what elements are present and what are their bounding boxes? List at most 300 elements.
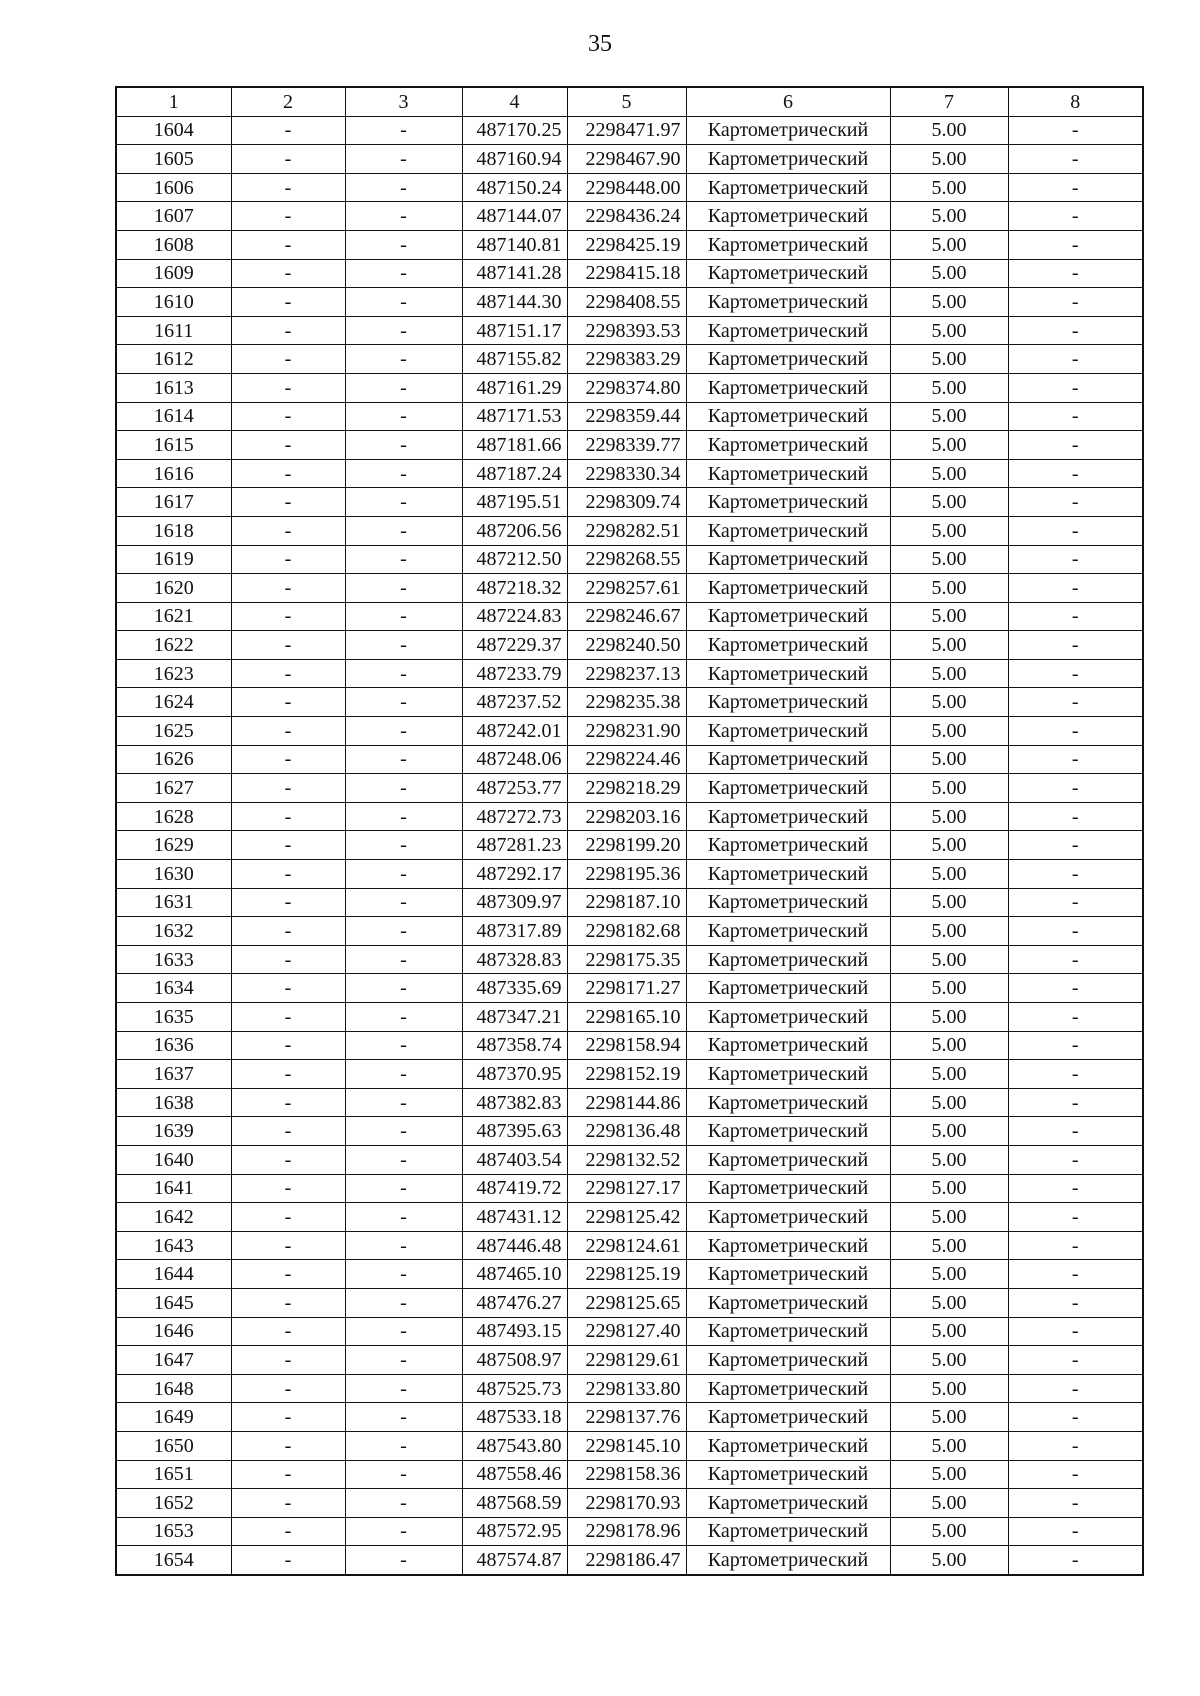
table-cell-col-3: - <box>345 1174 462 1203</box>
table-cell-col-3: - <box>345 888 462 917</box>
table-cell-col-4: 487224.83 <box>462 602 567 631</box>
table-cell-col-1: 1645 <box>116 1288 231 1317</box>
table-cell-col-8: - <box>1008 802 1143 831</box>
table-cell-col-4: 487161.29 <box>462 373 567 402</box>
table-cell-col-6: Картометрический <box>686 459 890 488</box>
table-cell-col-3: - <box>345 659 462 688</box>
table-cell-col-7: 5.00 <box>890 1346 1008 1375</box>
table-cell-col-1: 1618 <box>116 516 231 545</box>
table-cell-col-5: 2298145.10 <box>567 1431 686 1460</box>
table-cell-col-7: 5.00 <box>890 745 1008 774</box>
table-cell-col-4: 487558.46 <box>462 1460 567 1489</box>
table-cell-col-8: - <box>1008 1517 1143 1546</box>
table-row <box>116 974 1143 1003</box>
table-row <box>116 173 1143 202</box>
table-cell-col-7: 5.00 <box>890 431 1008 460</box>
table-cell-col-3: - <box>345 1489 462 1518</box>
table-cell-col-2: - <box>231 431 345 460</box>
table-cell-col-4: 487233.79 <box>462 659 567 688</box>
table-cell-col-5: 2298246.67 <box>567 602 686 631</box>
table-cell-col-1: 1616 <box>116 459 231 488</box>
table-cell-col-1: 1612 <box>116 345 231 374</box>
table-cell-col-2: - <box>231 1288 345 1317</box>
table-cell-col-7: 5.00 <box>890 1203 1008 1232</box>
column-header-6: 6 <box>686 87 890 116</box>
table-cell-col-2: - <box>231 345 345 374</box>
table-cell-col-6: Картометрический <box>686 1403 890 1432</box>
table-cell-col-5: 2298136.48 <box>567 1117 686 1146</box>
table-row <box>116 717 1143 746</box>
table-cell-col-8: - <box>1008 631 1143 660</box>
table-cell-col-7: 5.00 <box>890 516 1008 545</box>
table-cell-col-1: 1614 <box>116 402 231 431</box>
table-cell-col-1: 1609 <box>116 259 231 288</box>
table-row <box>116 574 1143 603</box>
table-cell-col-6: Картометрический <box>686 1374 890 1403</box>
table-cell-col-4: 487574.87 <box>462 1546 567 1575</box>
table-cell-col-8: - <box>1008 230 1143 259</box>
table-cell-col-3: - <box>345 1031 462 1060</box>
table-cell-col-3: - <box>345 1517 462 1546</box>
table-cell-col-6: Картометрический <box>686 259 890 288</box>
table-cell-col-3: - <box>345 945 462 974</box>
table-cell-col-4: 487328.83 <box>462 945 567 974</box>
table-cell-col-7: 5.00 <box>890 974 1008 1003</box>
table-cell-col-8: - <box>1008 145 1143 174</box>
table-cell-col-7: 5.00 <box>890 659 1008 688</box>
header-row <box>116 87 1143 116</box>
table-row <box>116 373 1143 402</box>
table-cell-col-3: - <box>345 774 462 803</box>
table-cell-col-4: 487171.53 <box>462 402 567 431</box>
table-cell-col-6: Картометрический <box>686 1231 890 1260</box>
table-cell-col-5: 2298170.93 <box>567 1489 686 1518</box>
table-cell-col-7: 5.00 <box>890 1403 1008 1432</box>
table-cell-col-3: - <box>345 1546 462 1575</box>
table-cell-col-6: Картометрический <box>686 1003 890 1032</box>
table-row <box>116 402 1143 431</box>
table-cell-col-8: - <box>1008 860 1143 889</box>
table-cell-col-2: - <box>231 1174 345 1203</box>
table-cell-col-3: - <box>345 1088 462 1117</box>
table-cell-col-4: 487292.17 <box>462 860 567 889</box>
table-cell-col-6: Картометрический <box>686 659 890 688</box>
table-row <box>116 345 1143 374</box>
table-cell-col-8: - <box>1008 431 1143 460</box>
table-cell-col-5: 2298393.53 <box>567 316 686 345</box>
table-cell-col-8: - <box>1008 1546 1143 1575</box>
table-cell-col-8: - <box>1008 1489 1143 1518</box>
table-cell-col-8: - <box>1008 1260 1143 1289</box>
table-cell-col-8: - <box>1008 602 1143 631</box>
table-cell-col-4: 487144.07 <box>462 202 567 231</box>
table-cell-col-2: - <box>231 688 345 717</box>
table-cell-col-3: - <box>345 1260 462 1289</box>
table-cell-col-4: 487195.51 <box>462 488 567 517</box>
table-cell-col-8: - <box>1008 745 1143 774</box>
table-cell-col-4: 487382.83 <box>462 1088 567 1117</box>
table-cell-col-4: 487370.95 <box>462 1060 567 1089</box>
table-cell-col-3: - <box>345 316 462 345</box>
table-row <box>116 1203 1143 1232</box>
table-cell-col-1: 1632 <box>116 917 231 946</box>
table-cell-col-1: 1606 <box>116 173 231 202</box>
table-cell-col-7: 5.00 <box>890 1288 1008 1317</box>
table-row <box>116 1145 1143 1174</box>
table-cell-col-5: 2298237.13 <box>567 659 686 688</box>
table-row <box>116 288 1143 317</box>
table-row <box>116 116 1143 145</box>
table-cell-col-7: 5.00 <box>890 917 1008 946</box>
table-cell-col-1: 1634 <box>116 974 231 1003</box>
table-cell-col-2: - <box>231 659 345 688</box>
column-header-5: 5 <box>567 87 686 116</box>
table-cell-col-2: - <box>231 202 345 231</box>
table-cell-col-2: - <box>231 545 345 574</box>
table-cell-col-5: 2298127.17 <box>567 1174 686 1203</box>
page-number: 35 <box>588 31 612 57</box>
table-cell-col-3: - <box>345 745 462 774</box>
table-row <box>116 1460 1143 1489</box>
column-header-7: 7 <box>890 87 1008 116</box>
table-cell-col-2: - <box>231 1260 345 1289</box>
table-cell-col-8: - <box>1008 574 1143 603</box>
table-cell-col-2: - <box>231 230 345 259</box>
table-cell-col-6: Картометрический <box>686 974 890 1003</box>
table-cell-col-2: - <box>231 831 345 860</box>
table-cell-col-5: 2298383.29 <box>567 345 686 374</box>
table-cell-col-1: 1635 <box>116 1003 231 1032</box>
table-cell-col-1: 1608 <box>116 230 231 259</box>
table-cell-col-8: - <box>1008 288 1143 317</box>
table-cell-col-6: Картометрический <box>686 1288 890 1317</box>
table-cell-col-6: Картометрический <box>686 202 890 231</box>
table-row <box>116 1489 1143 1518</box>
table-cell-col-5: 2298186.47 <box>567 1546 686 1575</box>
table-cell-col-1: 1648 <box>116 1374 231 1403</box>
table-cell-col-7: 5.00 <box>890 173 1008 202</box>
table-cell-col-6: Картометрический <box>686 345 890 374</box>
table-cell-col-2: - <box>231 1403 345 1432</box>
table-row <box>116 1403 1143 1432</box>
table-cell-col-5: 2298257.61 <box>567 574 686 603</box>
table-cell-col-5: 2298178.96 <box>567 1517 686 1546</box>
table-cell-col-3: - <box>345 373 462 402</box>
table-row <box>116 1517 1143 1546</box>
table-cell-col-5: 2298425.19 <box>567 230 686 259</box>
table-cell-col-3: - <box>345 459 462 488</box>
table-cell-col-7: 5.00 <box>890 116 1008 145</box>
table-cell-col-7: 5.00 <box>890 1546 1008 1575</box>
table-row <box>116 602 1143 631</box>
table-cell-col-8: - <box>1008 373 1143 402</box>
table-row <box>116 1288 1143 1317</box>
table-cell-col-1: 1611 <box>116 316 231 345</box>
table-cell-col-8: - <box>1008 717 1143 746</box>
table-cell-col-4: 487335.69 <box>462 974 567 1003</box>
table-cell-col-7: 5.00 <box>890 1031 1008 1060</box>
table-cell-col-2: - <box>231 259 345 288</box>
table-row <box>116 1231 1143 1260</box>
table-cell-col-5: 2298268.55 <box>567 545 686 574</box>
table-row <box>116 459 1143 488</box>
table-cell-col-5: 2298129.61 <box>567 1346 686 1375</box>
table-cell-col-5: 2298374.80 <box>567 373 686 402</box>
table-cell-col-3: - <box>345 802 462 831</box>
table-cell-col-7: 5.00 <box>890 860 1008 889</box>
table-cell-col-5: 2298199.20 <box>567 831 686 860</box>
table-cell-col-2: - <box>231 602 345 631</box>
table-cell-col-7: 5.00 <box>890 316 1008 345</box>
table-cell-col-7: 5.00 <box>890 631 1008 660</box>
table-cell-col-4: 487237.52 <box>462 688 567 717</box>
table-cell-col-1: 1626 <box>116 745 231 774</box>
table-cell-col-3: - <box>345 145 462 174</box>
table-cell-col-2: - <box>231 1060 345 1089</box>
table-cell-col-1: 1631 <box>116 888 231 917</box>
table-cell-col-2: - <box>231 459 345 488</box>
table-row <box>116 1317 1143 1346</box>
table-cell-col-4: 487253.77 <box>462 774 567 803</box>
table-cell-col-1: 1613 <box>116 373 231 402</box>
table-cell-col-6: Картометрический <box>686 574 890 603</box>
table-cell-col-1: 1638 <box>116 1088 231 1117</box>
table-cell-col-6: Картометрический <box>686 831 890 860</box>
table-row <box>116 831 1143 860</box>
table-cell-col-1: 1617 <box>116 488 231 517</box>
table-cell-col-8: - <box>1008 316 1143 345</box>
table-cell-col-6: Картометрический <box>686 1517 890 1546</box>
table-cell-col-2: - <box>231 1317 345 1346</box>
table-cell-col-4: 487395.63 <box>462 1117 567 1146</box>
table-cell-col-7: 5.00 <box>890 1517 1008 1546</box>
table-cell-col-2: - <box>231 145 345 174</box>
table-cell-col-4: 487476.27 <box>462 1288 567 1317</box>
table-cell-col-7: 5.00 <box>890 888 1008 917</box>
table-cell-col-3: - <box>345 173 462 202</box>
table-cell-col-7: 5.00 <box>890 1060 1008 1089</box>
table-cell-col-8: - <box>1008 831 1143 860</box>
table-cell-col-6: Картометрический <box>686 1145 890 1174</box>
table-cell-col-8: - <box>1008 402 1143 431</box>
table-cell-col-4: 487181.66 <box>462 431 567 460</box>
table-cell-col-8: - <box>1008 1288 1143 1317</box>
column-header-1: 1 <box>116 87 231 116</box>
table-cell-col-4: 487543.80 <box>462 1431 567 1460</box>
table-cell-col-1: 1654 <box>116 1546 231 1575</box>
table-row <box>116 316 1143 345</box>
table-cell-col-1: 1622 <box>116 631 231 660</box>
table-cell-col-1: 1628 <box>116 802 231 831</box>
table-cell-col-4: 487281.23 <box>462 831 567 860</box>
table-cell-col-7: 5.00 <box>890 459 1008 488</box>
table-row <box>116 888 1143 917</box>
table-cell-col-2: - <box>231 1117 345 1146</box>
table-cell-col-8: - <box>1008 1231 1143 1260</box>
table-cell-col-4: 487151.17 <box>462 316 567 345</box>
table-cell-col-5: 2298133.80 <box>567 1374 686 1403</box>
table-cell-col-2: - <box>231 373 345 402</box>
table-cell-col-1: 1651 <box>116 1460 231 1489</box>
table-cell-col-7: 5.00 <box>890 402 1008 431</box>
table-cell-col-1: 1639 <box>116 1117 231 1146</box>
table-cell-col-3: - <box>345 1374 462 1403</box>
table-cell-col-6: Картометрический <box>686 1117 890 1146</box>
table-cell-col-3: - <box>345 631 462 660</box>
table-cell-col-7: 5.00 <box>890 1489 1008 1518</box>
table-row <box>116 659 1143 688</box>
table-cell-col-4: 487160.94 <box>462 145 567 174</box>
table-cell-col-3: - <box>345 860 462 889</box>
table-cell-col-2: - <box>231 1489 345 1518</box>
table-cell-col-6: Картометрический <box>686 116 890 145</box>
table-cell-col-8: - <box>1008 659 1143 688</box>
table-cell-col-8: - <box>1008 459 1143 488</box>
table-cell-col-4: 487206.56 <box>462 516 567 545</box>
table-cell-col-3: - <box>345 1231 462 1260</box>
table-cell-col-1: 1615 <box>116 431 231 460</box>
table-cell-col-2: - <box>231 802 345 831</box>
table-cell-col-6: Картометрический <box>686 1088 890 1117</box>
table-cell-col-2: - <box>231 917 345 946</box>
table-cell-col-1: 1630 <box>116 860 231 889</box>
table-cell-col-3: - <box>345 688 462 717</box>
table-cell-col-3: - <box>345 1003 462 1032</box>
table-cell-col-3: - <box>345 202 462 231</box>
table-cell-col-3: - <box>345 1346 462 1375</box>
table-cell-col-2: - <box>231 888 345 917</box>
table-cell-col-3: - <box>345 516 462 545</box>
table-cell-col-6: Картометрический <box>686 431 890 460</box>
table-cell-col-6: Картометрический <box>686 1346 890 1375</box>
table-row <box>116 1060 1143 1089</box>
table-cell-col-8: - <box>1008 1346 1143 1375</box>
table-cell-col-5: 2298137.76 <box>567 1403 686 1432</box>
table-cell-col-1: 1641 <box>116 1174 231 1203</box>
table-cell-col-8: - <box>1008 1431 1143 1460</box>
table-row <box>116 145 1143 174</box>
table-cell-col-2: - <box>231 1431 345 1460</box>
table-cell-col-7: 5.00 <box>890 259 1008 288</box>
table-cell-col-8: - <box>1008 1003 1143 1032</box>
table-cell-col-5: 2298158.36 <box>567 1460 686 1489</box>
table-cell-col-7: 5.00 <box>890 1088 1008 1117</box>
table-cell-col-6: Картометрический <box>686 545 890 574</box>
table-row <box>116 488 1143 517</box>
table-cell-col-1: 1646 <box>116 1317 231 1346</box>
table-row <box>116 1003 1143 1032</box>
table-cell-col-7: 5.00 <box>890 373 1008 402</box>
table-cell-col-8: - <box>1008 917 1143 946</box>
table-cell-col-2: - <box>231 860 345 889</box>
table-cell-col-7: 5.00 <box>890 1317 1008 1346</box>
table-cell-col-5: 2298235.38 <box>567 688 686 717</box>
coordinates-table <box>115 86 1144 1576</box>
table-cell-col-5: 2298415.18 <box>567 259 686 288</box>
table-cell-col-2: - <box>231 574 345 603</box>
table-cell-col-6: Картометрический <box>686 802 890 831</box>
table-cell-col-2: - <box>231 402 345 431</box>
table-cell-col-4: 487403.54 <box>462 1145 567 1174</box>
table-cell-col-5: 2298187.10 <box>567 888 686 917</box>
table-cell-col-4: 487347.21 <box>462 1003 567 1032</box>
table-cell-col-4: 487272.73 <box>462 802 567 831</box>
table-cell-col-7: 5.00 <box>890 288 1008 317</box>
table-cell-col-3: - <box>345 259 462 288</box>
table-cell-col-5: 2298144.86 <box>567 1088 686 1117</box>
table-row <box>116 774 1143 803</box>
table-cell-col-6: Картометрический <box>686 1203 890 1232</box>
table-cell-col-4: 487431.12 <box>462 1203 567 1232</box>
table-cell-col-8: - <box>1008 173 1143 202</box>
table-cell-col-1: 1627 <box>116 774 231 803</box>
table-cell-col-1: 1621 <box>116 602 231 631</box>
table-cell-col-3: - <box>345 345 462 374</box>
table-cell-col-8: - <box>1008 1374 1143 1403</box>
table-cell-col-8: - <box>1008 688 1143 717</box>
table-cell-col-3: - <box>345 1403 462 1432</box>
table-cell-col-2: - <box>231 1231 345 1260</box>
table-cell-col-4: 487465.10 <box>462 1260 567 1289</box>
table-cell-col-5: 2298218.29 <box>567 774 686 803</box>
table-cell-col-1: 1643 <box>116 1231 231 1260</box>
table-cell-col-8: - <box>1008 1203 1143 1232</box>
table-cell-col-8: - <box>1008 1317 1143 1346</box>
table-cell-col-1: 1623 <box>116 659 231 688</box>
table-cell-col-2: - <box>231 631 345 660</box>
table-row <box>116 202 1143 231</box>
column-header-3: 3 <box>345 87 462 116</box>
table-cell-col-4: 487218.32 <box>462 574 567 603</box>
table-cell-col-1: 1636 <box>116 1031 231 1060</box>
table-header <box>116 87 1143 116</box>
table-cell-col-2: - <box>231 745 345 774</box>
table-cell-col-4: 487141.28 <box>462 259 567 288</box>
table-cell-col-5: 2298408.55 <box>567 288 686 317</box>
table-row <box>116 917 1143 946</box>
table-cell-col-1: 1604 <box>116 116 231 145</box>
table-cell-col-5: 2298175.35 <box>567 945 686 974</box>
column-header-2: 2 <box>231 87 345 116</box>
table-cell-col-6: Картометрический <box>686 1031 890 1060</box>
table-cell-col-2: - <box>231 945 345 974</box>
table-row <box>116 745 1143 774</box>
table-cell-col-2: - <box>231 488 345 517</box>
table-cell-col-4: 487150.24 <box>462 173 567 202</box>
table-cell-col-5: 2298359.44 <box>567 402 686 431</box>
table-cell-col-2: - <box>231 288 345 317</box>
table-cell-col-6: Картометрический <box>686 945 890 974</box>
table-cell-col-3: - <box>345 288 462 317</box>
table-cell-col-5: 2298125.42 <box>567 1203 686 1232</box>
table-cell-col-3: - <box>345 1460 462 1489</box>
table-cell-col-4: 487317.89 <box>462 917 567 946</box>
table-cell-col-8: - <box>1008 974 1143 1003</box>
table-cell-col-2: - <box>231 316 345 345</box>
table-cell-col-1: 1647 <box>116 1346 231 1375</box>
table-cell-col-7: 5.00 <box>890 202 1008 231</box>
table-cell-col-5: 2298471.97 <box>567 116 686 145</box>
table-row <box>116 1346 1143 1375</box>
table-cell-col-8: - <box>1008 259 1143 288</box>
table-cell-col-2: - <box>231 1088 345 1117</box>
table-cell-col-1: 1610 <box>116 288 231 317</box>
table-cell-col-4: 487242.01 <box>462 717 567 746</box>
table-cell-col-7: 5.00 <box>890 1460 1008 1489</box>
table-cell-col-8: - <box>1008 1145 1143 1174</box>
column-header-8: 8 <box>1008 87 1143 116</box>
table-cell-col-8: - <box>1008 1460 1143 1489</box>
